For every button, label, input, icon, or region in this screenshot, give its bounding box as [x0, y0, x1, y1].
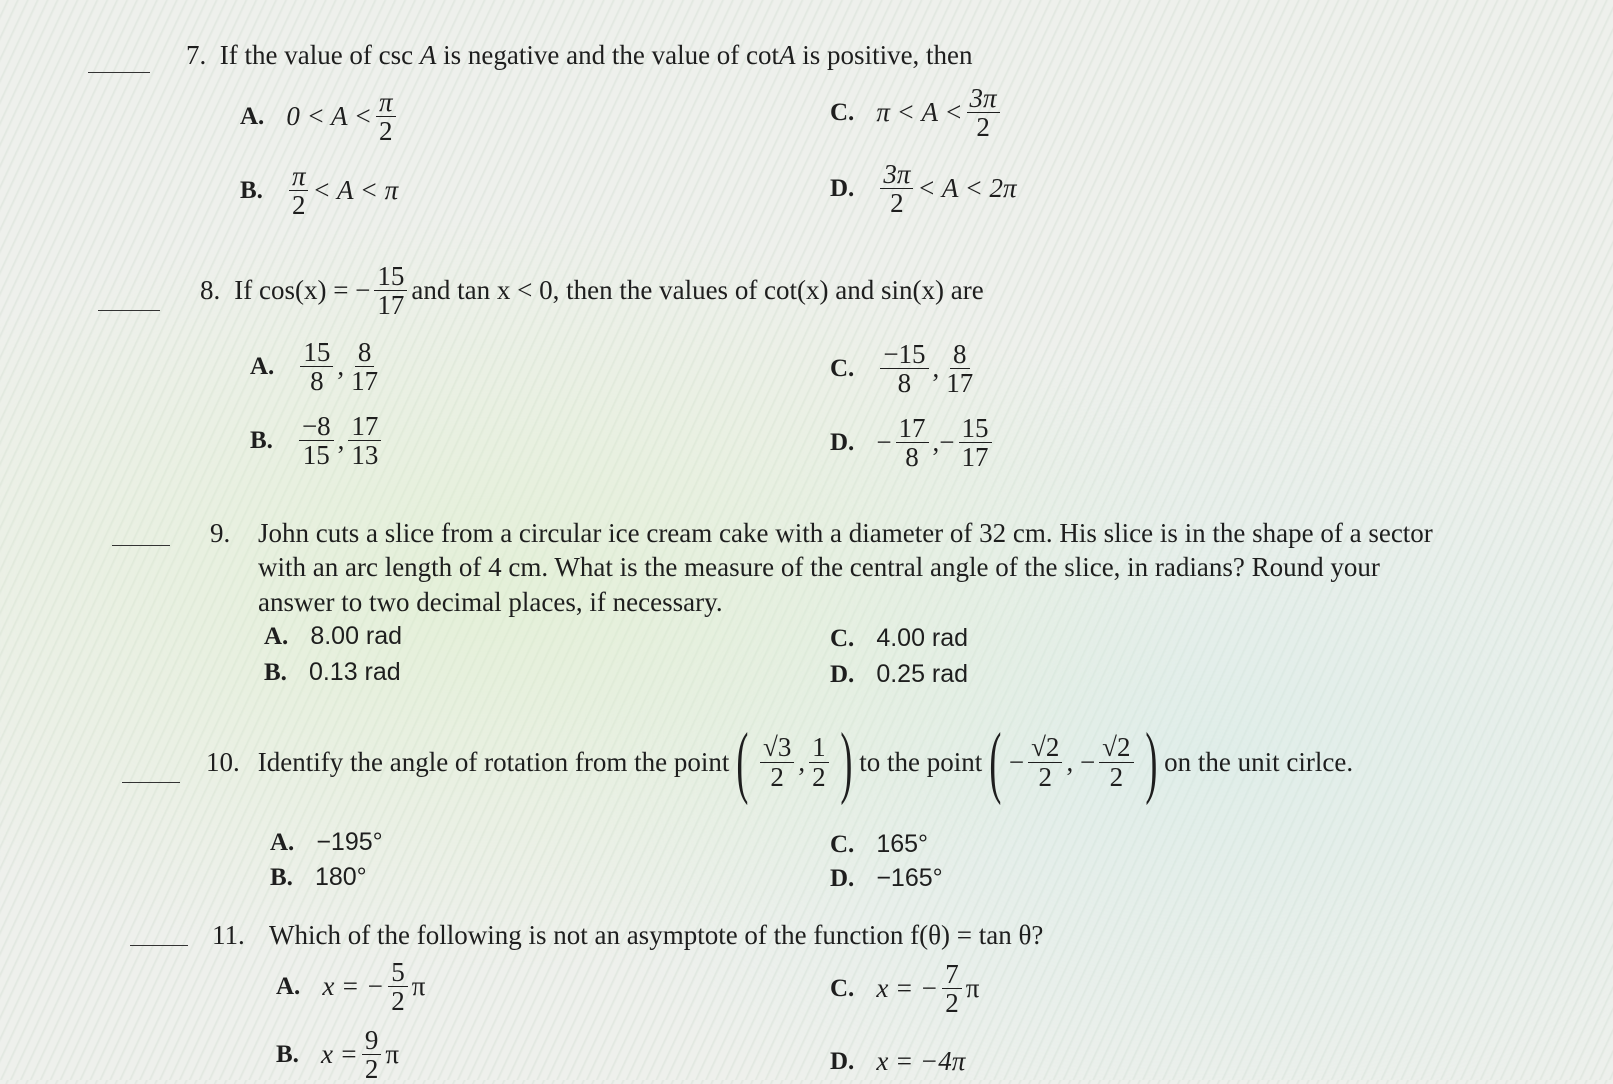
question-number: 10. [206, 746, 240, 777]
question-9-line-1: John cuts a slice from a circular ice cream cake with a diameter of 32 cm. His slice is in the shape of a sector [258, 518, 1433, 548]
fraction: $\frac{15}{17}$ [374, 262, 407, 320]
fraction: $\frac{8}{17}$ [946, 339, 974, 399]
fraction: $\frac{7}{2}$ [942, 960, 962, 1018]
question-number: 8. [200, 275, 221, 306]
choice-9b[interactable]: B. 0.13 rad [264, 658, 401, 686]
fraction: $\frac{15}{8}$ [300, 338, 333, 396]
choice-8c[interactable]: C. $\frac{-15}{8}$ , $\frac{8}{17}$ [830, 340, 980, 398]
choice-9a[interactable]: A. 8.00 rad [264, 622, 403, 650]
choice-8d[interactable]: D. − $\frac{17}{8}$ , − $\frac{15}{17}$ [830, 414, 996, 472]
fraction: $\frac{17}{13}$ [348, 412, 381, 470]
answer-blank-q9[interactable] [112, 545, 170, 546]
fraction: $\frac{8}{17}$ [351, 337, 379, 397]
choice-10a[interactable]: A. −195° [270, 828, 383, 856]
fraction: $\frac{-15}{8}$ [880, 340, 928, 398]
question-9-line-3: answer to two decimal places, if necessary. [258, 587, 723, 617]
choice-9c[interactable]: C. 4.00 rad [830, 624, 969, 652]
fraction: $\frac{15}{17}$ [959, 414, 992, 472]
fraction: $\frac{\pi}{2}$ [376, 88, 396, 146]
question-11-prompt: 11. Which of the following is not an asymptote of the function f(θ) = tan θ? [212, 920, 1044, 950]
question-number: 11. [212, 920, 245, 950]
choice-10b[interactable]: B. 180° [270, 863, 367, 891]
choice-10c[interactable]: C. 165° [830, 830, 929, 858]
question-8-prompt: 8. If cos(x) = − $\frac{15}{17}$ and tan x < 0, then the values of cot(x) and sin(x) are [200, 261, 984, 321]
choice-9d[interactable]: D. 0.25 rad [830, 660, 969, 688]
choice-11c[interactable]: C. x = − $\frac{7}{2}$ π [830, 959, 980, 1019]
choice-7b[interactable]: B. $\frac{\pi}{2}$ < A < π [240, 161, 399, 221]
fraction: $\frac{9}{2}$ [362, 1026, 382, 1084]
question-10-prompt: 10. Identify the angle of rotation from the point ( $\frac{√3}{2}$ , $\frac{1}{2}$ ) to the point ( − $\frac{√2}{2}$ , − $\frac{√2}{2}$ ) on the unit cirlce. [206, 718, 1354, 806]
answer-blank-q8[interactable] [98, 310, 160, 311]
fraction: $\frac{√2}{2}$ [1099, 733, 1133, 791]
answer-blank-q10[interactable] [122, 782, 180, 783]
choice-7a[interactable]: A. 0 < A < $\frac{\pi}{2}$ [240, 88, 400, 146]
choice-11a[interactable]: A. x = − $\frac{5}{2}$ π [276, 957, 426, 1017]
fraction: $\frac{17}{8}$ [896, 414, 929, 472]
question-number: 7. [186, 40, 207, 70]
question-9-line-2: with an arc length of 4 cm. What is the measure of the central angle of the slice, in radians? Round your [258, 552, 1380, 582]
choice-11d[interactable]: D. x = −4π [830, 1046, 966, 1076]
choice-8b[interactable]: B. $\frac{-8}{15}$ , $\frac{17}{13}$ [250, 412, 385, 470]
choice-7c[interactable]: C. π < A < $\frac{3\pi}{2}$ [830, 84, 1004, 142]
fraction: $\frac{1}{2}$ [809, 733, 829, 791]
fraction: $\frac{√2}{2}$ [1028, 733, 1062, 791]
answer-blank-q11[interactable] [130, 945, 188, 946]
choice-7d[interactable]: D. $\frac{3\pi}{2}$ < A < 2π [830, 159, 1017, 219]
question-7-prompt: 7. If the value of csc A is negative and the value of cotA is positive, then [186, 40, 973, 70]
choice-10d[interactable]: D. −165° [830, 864, 943, 892]
fraction: $\frac{3\pi}{2}$ [880, 160, 913, 218]
fraction: $\frac{\pi}{2}$ [289, 162, 309, 220]
answer-blank-q7[interactable] [88, 72, 150, 73]
choice-11b[interactable]: B. x = $\frac{9}{2}$ π [276, 1025, 400, 1084]
choice-8a[interactable]: A. $\frac{15}{8}$ , $\frac{8}{17}$ [250, 338, 385, 396]
fraction: $\frac{3\pi}{2}$ [967, 84, 1000, 142]
question-number: 9. [210, 518, 231, 548]
fraction: $\frac{√3}{2}$ [760, 733, 794, 791]
fraction: $\frac{5}{2}$ [388, 958, 408, 1016]
fraction: $\frac{-8}{15}$ [299, 412, 334, 470]
